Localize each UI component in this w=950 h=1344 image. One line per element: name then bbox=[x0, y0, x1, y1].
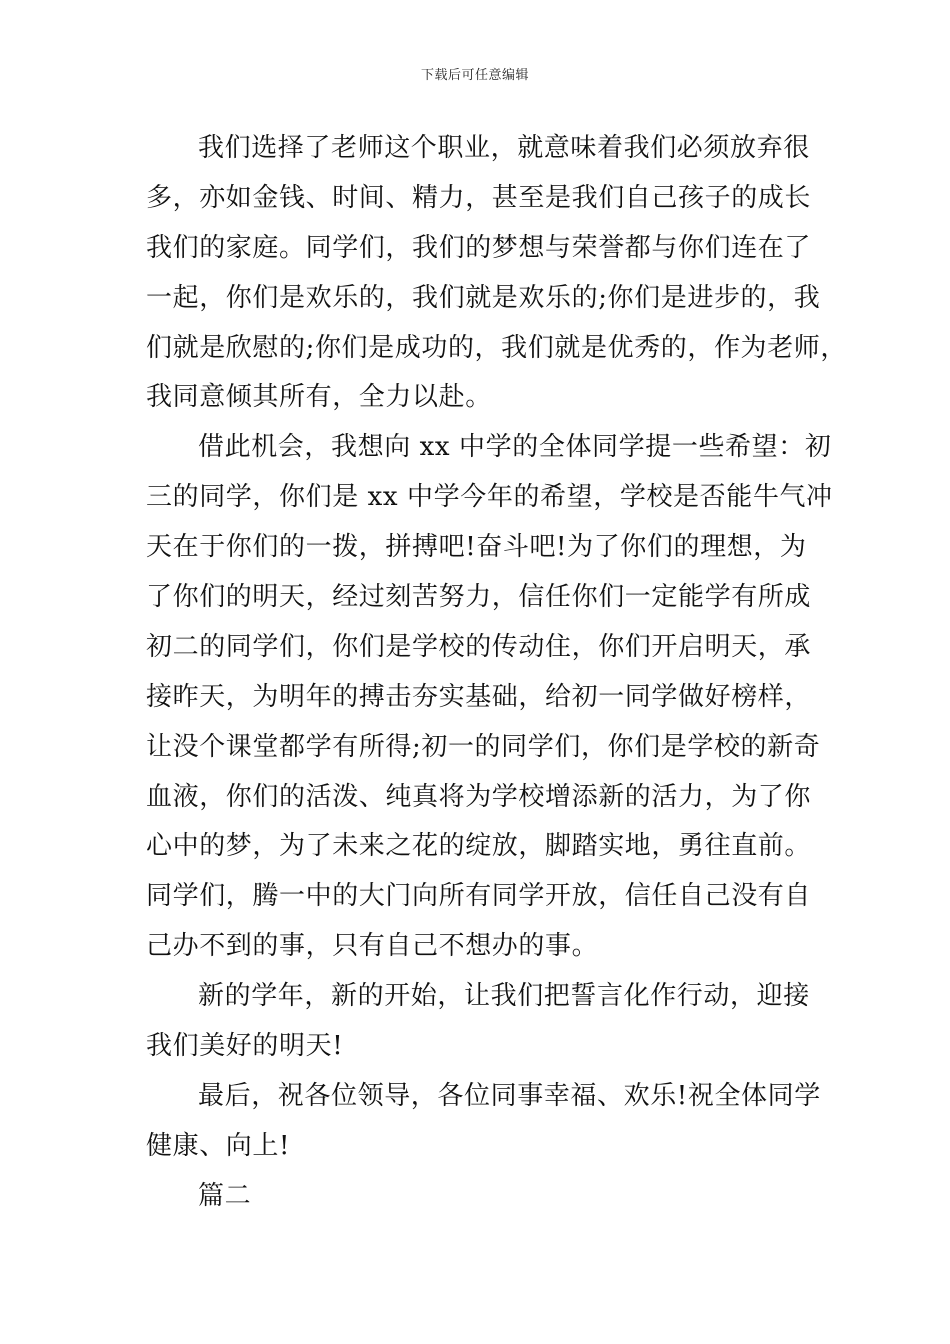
text-line: 血液，你们的活泼、纯真将为学校增添新的活力，为了你 bbox=[146, 781, 812, 812]
text-line: 己办不到的事，只有自己不想办的事。 bbox=[146, 931, 599, 962]
text-line: 了你们的明天，经过刻苦努力，信任你们一定能学有所成 bbox=[146, 582, 812, 613]
text-line: 多，亦如金钱、时间、精力，甚至是我们自己孩子的成长 bbox=[146, 182, 812, 213]
text-line: 心中的梦，为了未来之花的绽放，脚踏实地，勇往直前。 bbox=[146, 831, 812, 862]
text-line: 接昨天，为明年的搏击夯实基础，给初一同学做好榜样， bbox=[146, 681, 812, 712]
text-line: 三的同学，你们是 xx 中学今年的希望，学校是否能牛气冲 bbox=[146, 482, 833, 513]
text-line: 一起，你们是欢乐的，我们就是欢乐的;你们是进步的，我 bbox=[146, 282, 821, 313]
document-body bbox=[146, 124, 847, 1222]
text-line: 我们的家庭。同学们，我们的梦想与荣誉都与你们连在了 bbox=[146, 232, 812, 263]
section-heading: 篇二 bbox=[198, 1180, 252, 1211]
text-line: 初二的同学们，你们是学校的传动住，你们开启明天，承 bbox=[146, 631, 812, 662]
text-line: 们就是欣慰的;你们是成功的，我们就是优秀的，作为老师， bbox=[146, 332, 847, 363]
text-line: 我们选择了老师这个职业，就意味着我们必须放弃很 bbox=[198, 133, 810, 163]
text-line: 我们美好的明天! bbox=[146, 1031, 344, 1062]
page-header: 下载后可任意编辑 bbox=[420, 68, 529, 83]
text-line: 天在于你们的一拨，拼搏吧!奋斗吧!为了你们的理想，为 bbox=[146, 532, 807, 563]
text-line: 我同意倾其所有，全力以赴。 bbox=[146, 382, 492, 413]
text-line: 借此机会，我想向 xx 中学的全体同学提一些希望：初 bbox=[198, 432, 832, 463]
text-line: 新的学年，新的开始，让我们把誓言化作行动，迎接 bbox=[198, 981, 810, 1012]
text-line: 同学们，腾一中的大门向所有同学开放，信任自己没有自 bbox=[146, 881, 812, 912]
text-line: 让没个课堂都学有所得;初一的同学们，你们是学校的新奇 bbox=[146, 731, 821, 762]
text-line: 最后，祝各位领导，各位同事幸福、欢乐!祝全体同学 bbox=[198, 1080, 821, 1111]
text-line: 健康、向上! bbox=[146, 1130, 291, 1161]
